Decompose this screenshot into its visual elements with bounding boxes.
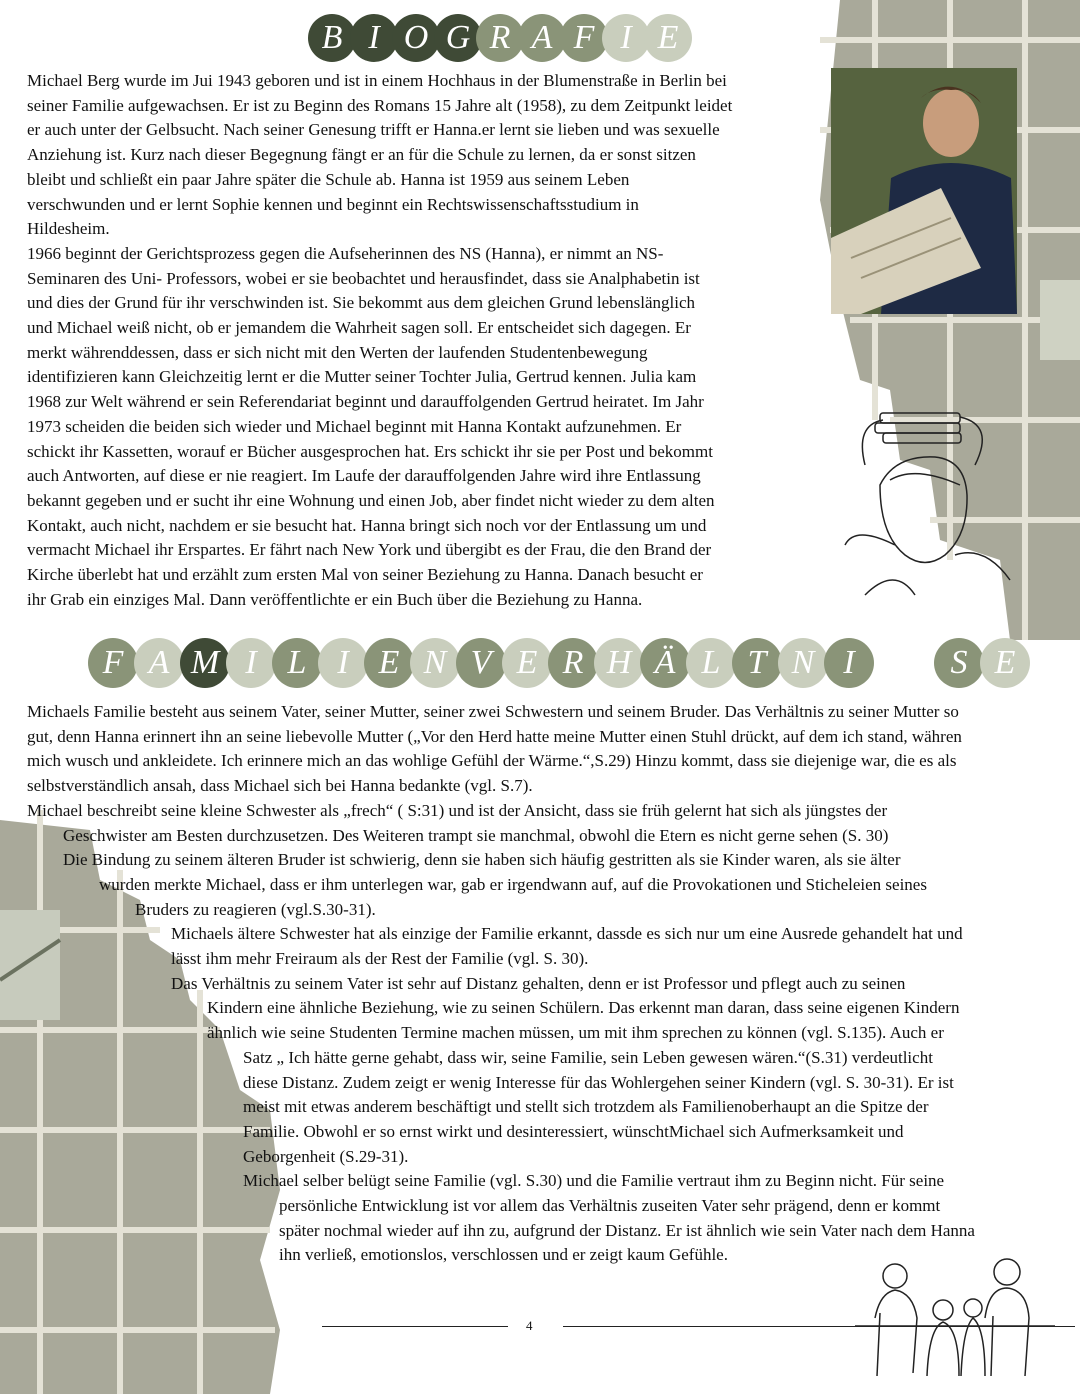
bio-line: 1966 beginnt der Gerichtsprozess gegen die Aufseherinnen des NS (Hanna), er nimmt an NS- (27, 243, 664, 263)
bio-line: seiner Familie aufgewachsen. Er ist zu Beginn des Romans 15 Jahre alt (1958), zu dem Zeitpunkt leidet (27, 95, 733, 115)
family-line: Michael selber belügt seine Familie (vgl. S.30) und die Familie vertraut ihm zu Beginn nicht. Für seine (243, 1171, 945, 1191)
bio-line: Kirche überlebt hat und erzählt zum ersten Mal von seiner Beziehung zu Hanna. Danach besucht er (27, 565, 703, 585)
fam_heading-letter-11: H (594, 638, 644, 688)
fam_heading-letter-0: F (88, 638, 138, 688)
bio_heading-letter-1: I (350, 14, 398, 62)
bio-line: schickt ihr Kassetten, worauf er Bücher ausgesprochen hat. Ers schickt ihr sie per Post und bekommt (27, 441, 713, 461)
footer-line-left (322, 1326, 508, 1327)
bio_heading-letter-6: F (560, 14, 608, 62)
bio-line: und Michael weiß nicht, ob er jemandem die Wahrheit sagen soll. Er entscheidet sich dagegen. Er (27, 318, 691, 338)
biografie-heading (308, 14, 686, 62)
fam_heading-letter-18: S (934, 638, 984, 688)
family-line: diese Distanz. Zudem zeigt er wenig Interesse für das Wohlergehen seiner Kindern (vgl. S. 30-31). Er ist (243, 1072, 954, 1092)
bio_heading-letter-3: G (434, 14, 482, 62)
family-line: Michaels ältere Schwester hat als einzige der Familie erkannt, dassde es sich nur um eine Ausrede gehandelt hat und (171, 924, 963, 944)
family-line: gut, denn Hanna erinnert ihn an seine liebevolle Mutter („Vor den Herd hatte meine Mutter einen Stuhl drückt, auf dem ich stand, währen (27, 726, 962, 746)
bio_heading-letter-8: E (644, 14, 692, 62)
family-line: später nochmal wieder auf ihn zu, aufgrund der Distanz. Er ist ähnlich wie sein Vater nach dem Hanna (279, 1220, 975, 1240)
bio-line: 1968 zur Welt während er sein Referendariat beginnt und darauffolgenden Gertrud heiratet. Im Jahr (27, 392, 704, 412)
family-line: Kindern eine ähnliche Beziehung, wie zu seinen Schülern. Das erkennt man daran, dass seine eigenen Kindern (207, 998, 960, 1018)
family-line: Satz „ Ich hätte gerne gehabt, dass wir, seine Familie, sein Leben gewesen wären.“(S.31) verdeutlicht (243, 1047, 933, 1067)
fam_heading-letter-10: R (548, 638, 598, 688)
line-art-boy-books-icon (835, 405, 1015, 605)
fam_heading-letter-13: L (686, 638, 736, 688)
bio-line: verschwunden und er lernt Sophie kennen und beginnt ein Rechtswissenschaftsstudium in (27, 194, 639, 214)
bio-line: vermacht Michael ihr Erspartes. Er fährt nach New York und übergibt es der Frau, die den Brand der (27, 540, 712, 560)
bio_heading-letter-5: A (518, 14, 566, 62)
family-line: persönliche Entwicklung ist vor allem das Verhältnis zuseiten Vater sehr prägend, denn er kommt (279, 1196, 941, 1216)
bio-line: identifizieren kann Gleichzeitig lernt er die Mutter seiner Tochter Julia, Gertrud kennen. Julia kam (27, 367, 697, 387)
family-line: lässt ihm mehr Freiraum als der Rest der Familie (vgl. S. 30). (171, 949, 589, 969)
fam_heading-letter-14: T (732, 638, 782, 688)
family-line: Geschwister am Besten durchzusetzen. Des Weiteren trampt sie manchmal, obwohl die Etern es nicht gerne sehen (S. 30) (63, 825, 889, 845)
photo-michael (831, 68, 1017, 314)
family-line: meist mit etwas anderem beschäftigt und stellt sich trotzdem als Familienoberhaupt an die Spitze der (243, 1097, 929, 1117)
bio-line: bekannt gegeben und er sucht ihr eine Wohnung und einen Job, aber findet nicht wieder zu dem alten (27, 490, 715, 510)
bio-line: Kontakt, auch nicht, nachdem er sie besucht hat. Hanna bringt sich noch vor der Entlassung um und (27, 515, 707, 535)
family-line: ähnlich wie seine Studenten Termine machen müssen, um mit ihm sprechen zu können (vgl. S.135). Auch er (207, 1023, 944, 1043)
family-line: mich wusch und ankleidete. Ich erinnere mich an das wohlige Gefühl der Wärme.“,S.29) Hinzu kommt, dass sie diejenige war, die es als (27, 751, 957, 771)
family-line: Michael beschreibt seine kleine Schwester als „frech“ ( S:31) und ist der Ansicht, dass sie früh gelernt hat sich als jüngstes der (27, 800, 888, 820)
bio-line: ihr Grab ein einziges Mal. Dann veröffentlichte er ein Buch über die Beziehung zu Hanna. (27, 589, 643, 609)
family-line: Bruders zu reagieren (vgl.S.30-31). (135, 899, 376, 919)
family-line: Michaels Familie besteht aus seinem Vater, seiner Mutter, seiner zwei Schwestern und seinem Bruder. Das Verhältnis zu seiner Mutter so (27, 702, 959, 721)
bio_heading-letter-0: B (308, 14, 356, 62)
bio-line: 1973 scheiden die beiden sich wieder und Michael beginnt mit Hanna Kontakt aufzunehmen. Er (27, 416, 682, 436)
fam_heading-letter-9: E (502, 638, 552, 688)
bio-line: er auch unter der Gelbsucht. Nach seiner Genesung trifft er Hanna.er lernt sie lieben und was sexuelle (27, 120, 720, 140)
fam_heading-letter-4: L (272, 638, 322, 688)
familienverhaeltnisse-heading (88, 638, 1026, 688)
family-line: Das Verhältnis zu seinem Vater ist sehr auf Distanz gehalten, denn er ist Professor und pflegt auch zu seinen (171, 973, 906, 993)
bio-line: merkt währenddessen, dass er sich nicht mit den Werten der laufenden Studentenbewegung (27, 342, 648, 362)
fam_heading-letter-1: A (134, 638, 184, 688)
family-text (27, 700, 975, 1268)
fam_heading-letter-16: I (824, 638, 874, 688)
fam_heading-letter-2: M (180, 638, 230, 688)
bio_heading-letter-2: O (392, 14, 440, 62)
bio-line: Seminaren des Uni- Professors, wobei er sie beobachtet und herausfindet, dass sie Analphabetin ist (27, 268, 700, 288)
fam_heading-letter-5: I (318, 638, 368, 688)
bio_heading-letter-7: I (602, 14, 650, 62)
family-line: selbstverständlich ansah, dass Michael sich bei Hanna bedankte (vgl. S.7). (27, 776, 533, 796)
fam_heading-letter-15: N (778, 638, 828, 688)
fam_heading-letter-8: V (456, 638, 506, 688)
bio-line: Hildesheim. (27, 219, 110, 239)
biography-text (27, 69, 732, 612)
bio-line: Anziehung ist. Kurz nach dieser Begegnung fängt er an für die Schule zu lernen, da er sonst sitzen (27, 145, 696, 165)
fam_heading-letter-17 (870, 638, 920, 688)
fam_heading-letter-6: E (364, 638, 414, 688)
family-line: Familie. Obwohl er so ernst wirkt und desinteressiert, wünschtMichael sich Aufmerksamkeit und (243, 1121, 904, 1141)
bio-line: Michael Berg wurde im Jui 1943 geboren und ist in einem Hochhaus in der Blumenstraße in Berlin bei (27, 71, 727, 90)
family-line: wurden merkte Michael, dass er ihm unterlegen war, gab er irgendwann auf, auf die Provokationen und Sticheleien seines (99, 874, 927, 894)
fam_heading-letter-3: I (226, 638, 276, 688)
fam_heading-letter-7: N (410, 638, 460, 688)
bio-line: und dies der Grund für ihr verschwinden ist. Sie bekommt aus dem gleichen Grund lebenslänglich (27, 293, 696, 313)
fam_heading-letter-12: Ä (640, 638, 690, 688)
bio-line: bleibt und schließt ein paar Jahre später die Schule ab. Hanna ist 1959 aus seinem Leben (27, 169, 630, 189)
page-number: 4 (526, 1318, 533, 1333)
line-art-family-icon (855, 1258, 1055, 1378)
family-line: Die Bindung zu seinem älteren Bruder ist schwierig, denn sie haben sich häufig gestritten als sie Kinder waren, als sie älter (63, 850, 901, 870)
family-line: Geborgenheit (S.29-31). (243, 1146, 409, 1166)
fam_heading-letter-19: E (980, 638, 1030, 688)
family-line: ihn verließ, emotionslos, verschlossen und er zeigt kaum Gefühle. (279, 1245, 728, 1265)
bio_heading-letter-4: R (476, 14, 524, 62)
bio-line: auch Antworten, auf diese er nie reagiert. Im Laufe der darauffolgenden Jahre wird ihre Entlassung (27, 466, 701, 486)
